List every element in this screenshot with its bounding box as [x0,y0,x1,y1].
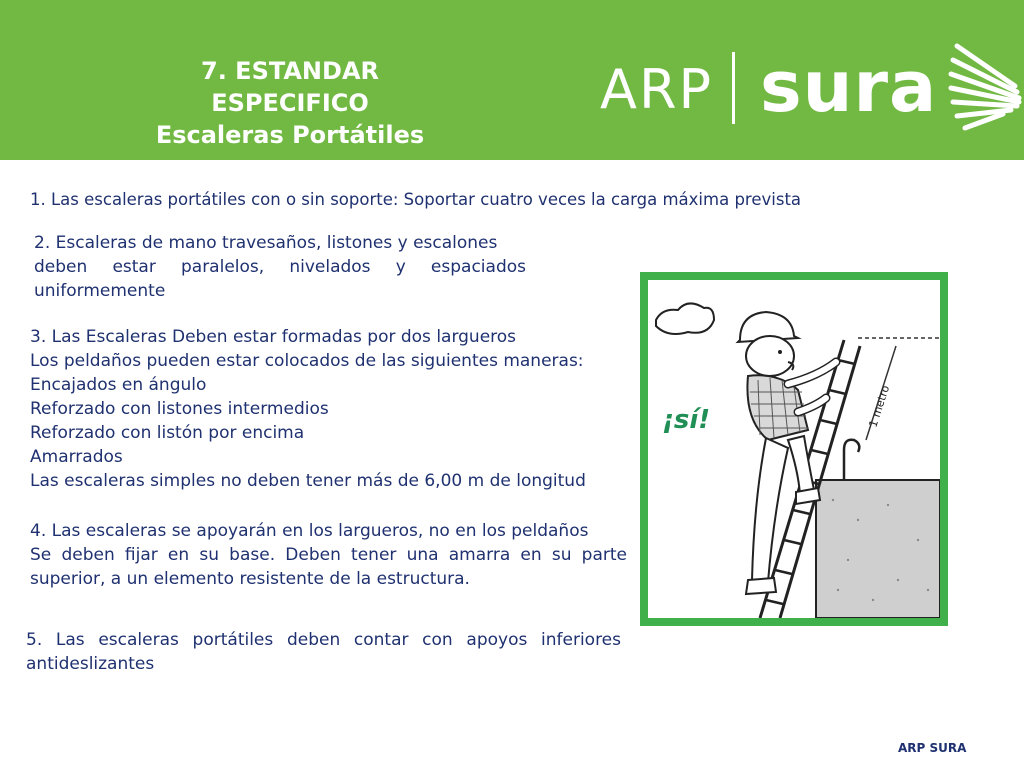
title-line-1: 7. ESTANDAR [201,57,379,85]
si-label: ¡sí! [662,405,711,435]
point-3-line-1: 3. Las Escaleras Deben estar formadas por dos largueros [30,327,517,347]
cloud-shape [656,303,714,334]
point-5-text [26,628,621,676]
point-2-line-1: 2. Escaleras de mano travesaños, listones y escalones [34,233,498,253]
footer-brand: ARP SURA [898,741,967,755]
point-1-line: 1. Las escaleras portátiles con o sin soporte: Soportar cuatro veces la carga máxima prevista [30,190,802,209]
worker-leg-left [752,438,788,582]
logo-separator [732,52,735,124]
point-4-text [30,519,627,591]
measure-label: 1 metro [866,383,893,429]
point-4-line-2: Se deben fijar en su base. Deben tener una amarra en su parte superior, a un elemento resistente de la estructura. [30,545,627,589]
worker-head [746,336,794,376]
logo-sura-text: sura [760,46,938,128]
worker-on-ladder-drawing [648,280,940,618]
point-3-line-5: Reforzado con listón por encima [30,423,305,443]
point-3-line-2: Los peldaños pueden estar colocados de las siguientes maneras: [30,351,584,371]
header-bar [0,0,1024,160]
title-line-2: ESPECIFICO [211,89,369,117]
worker-leg-right [788,436,814,494]
worker-boot-left [746,578,776,594]
point-2-text [34,231,526,303]
point-3-line-7: Las escaleras simples no deben tener más de 6,00 m de longitud [30,471,586,491]
point-2-line-2: deben estar paralelos, nivelados y espaciados [34,257,526,277]
wall-block [816,480,940,618]
point-3-line-6: Amarrados [30,447,123,467]
arp-sura-logo [600,40,1020,140]
point-1-text [30,188,910,212]
point-3-text [30,325,630,493]
logo-arp-text: ARP [600,58,714,121]
slide-title [140,55,440,151]
point-3-line-3: Encajados en ángulo [30,375,207,395]
title-line-3: Escaleras Portátiles [155,121,425,149]
point-5-line: 5. Las escaleras portátiles deben contar con apoyos inferiores antideslizantes [26,630,621,674]
worker-boot-right [796,488,820,504]
point-4-line-1: 4. Las escaleras se apoyarán en los largueros, no en los peldaños [30,521,589,541]
ladder-hook [844,440,859,480]
point-3-line-4: Reforzado con listones intermedios [30,399,329,419]
ladder-illustration [640,272,948,626]
illustration-canvas [648,280,940,618]
point-2-line-3: uniformemente [34,281,166,301]
logo-rays-icon [945,40,1024,140]
